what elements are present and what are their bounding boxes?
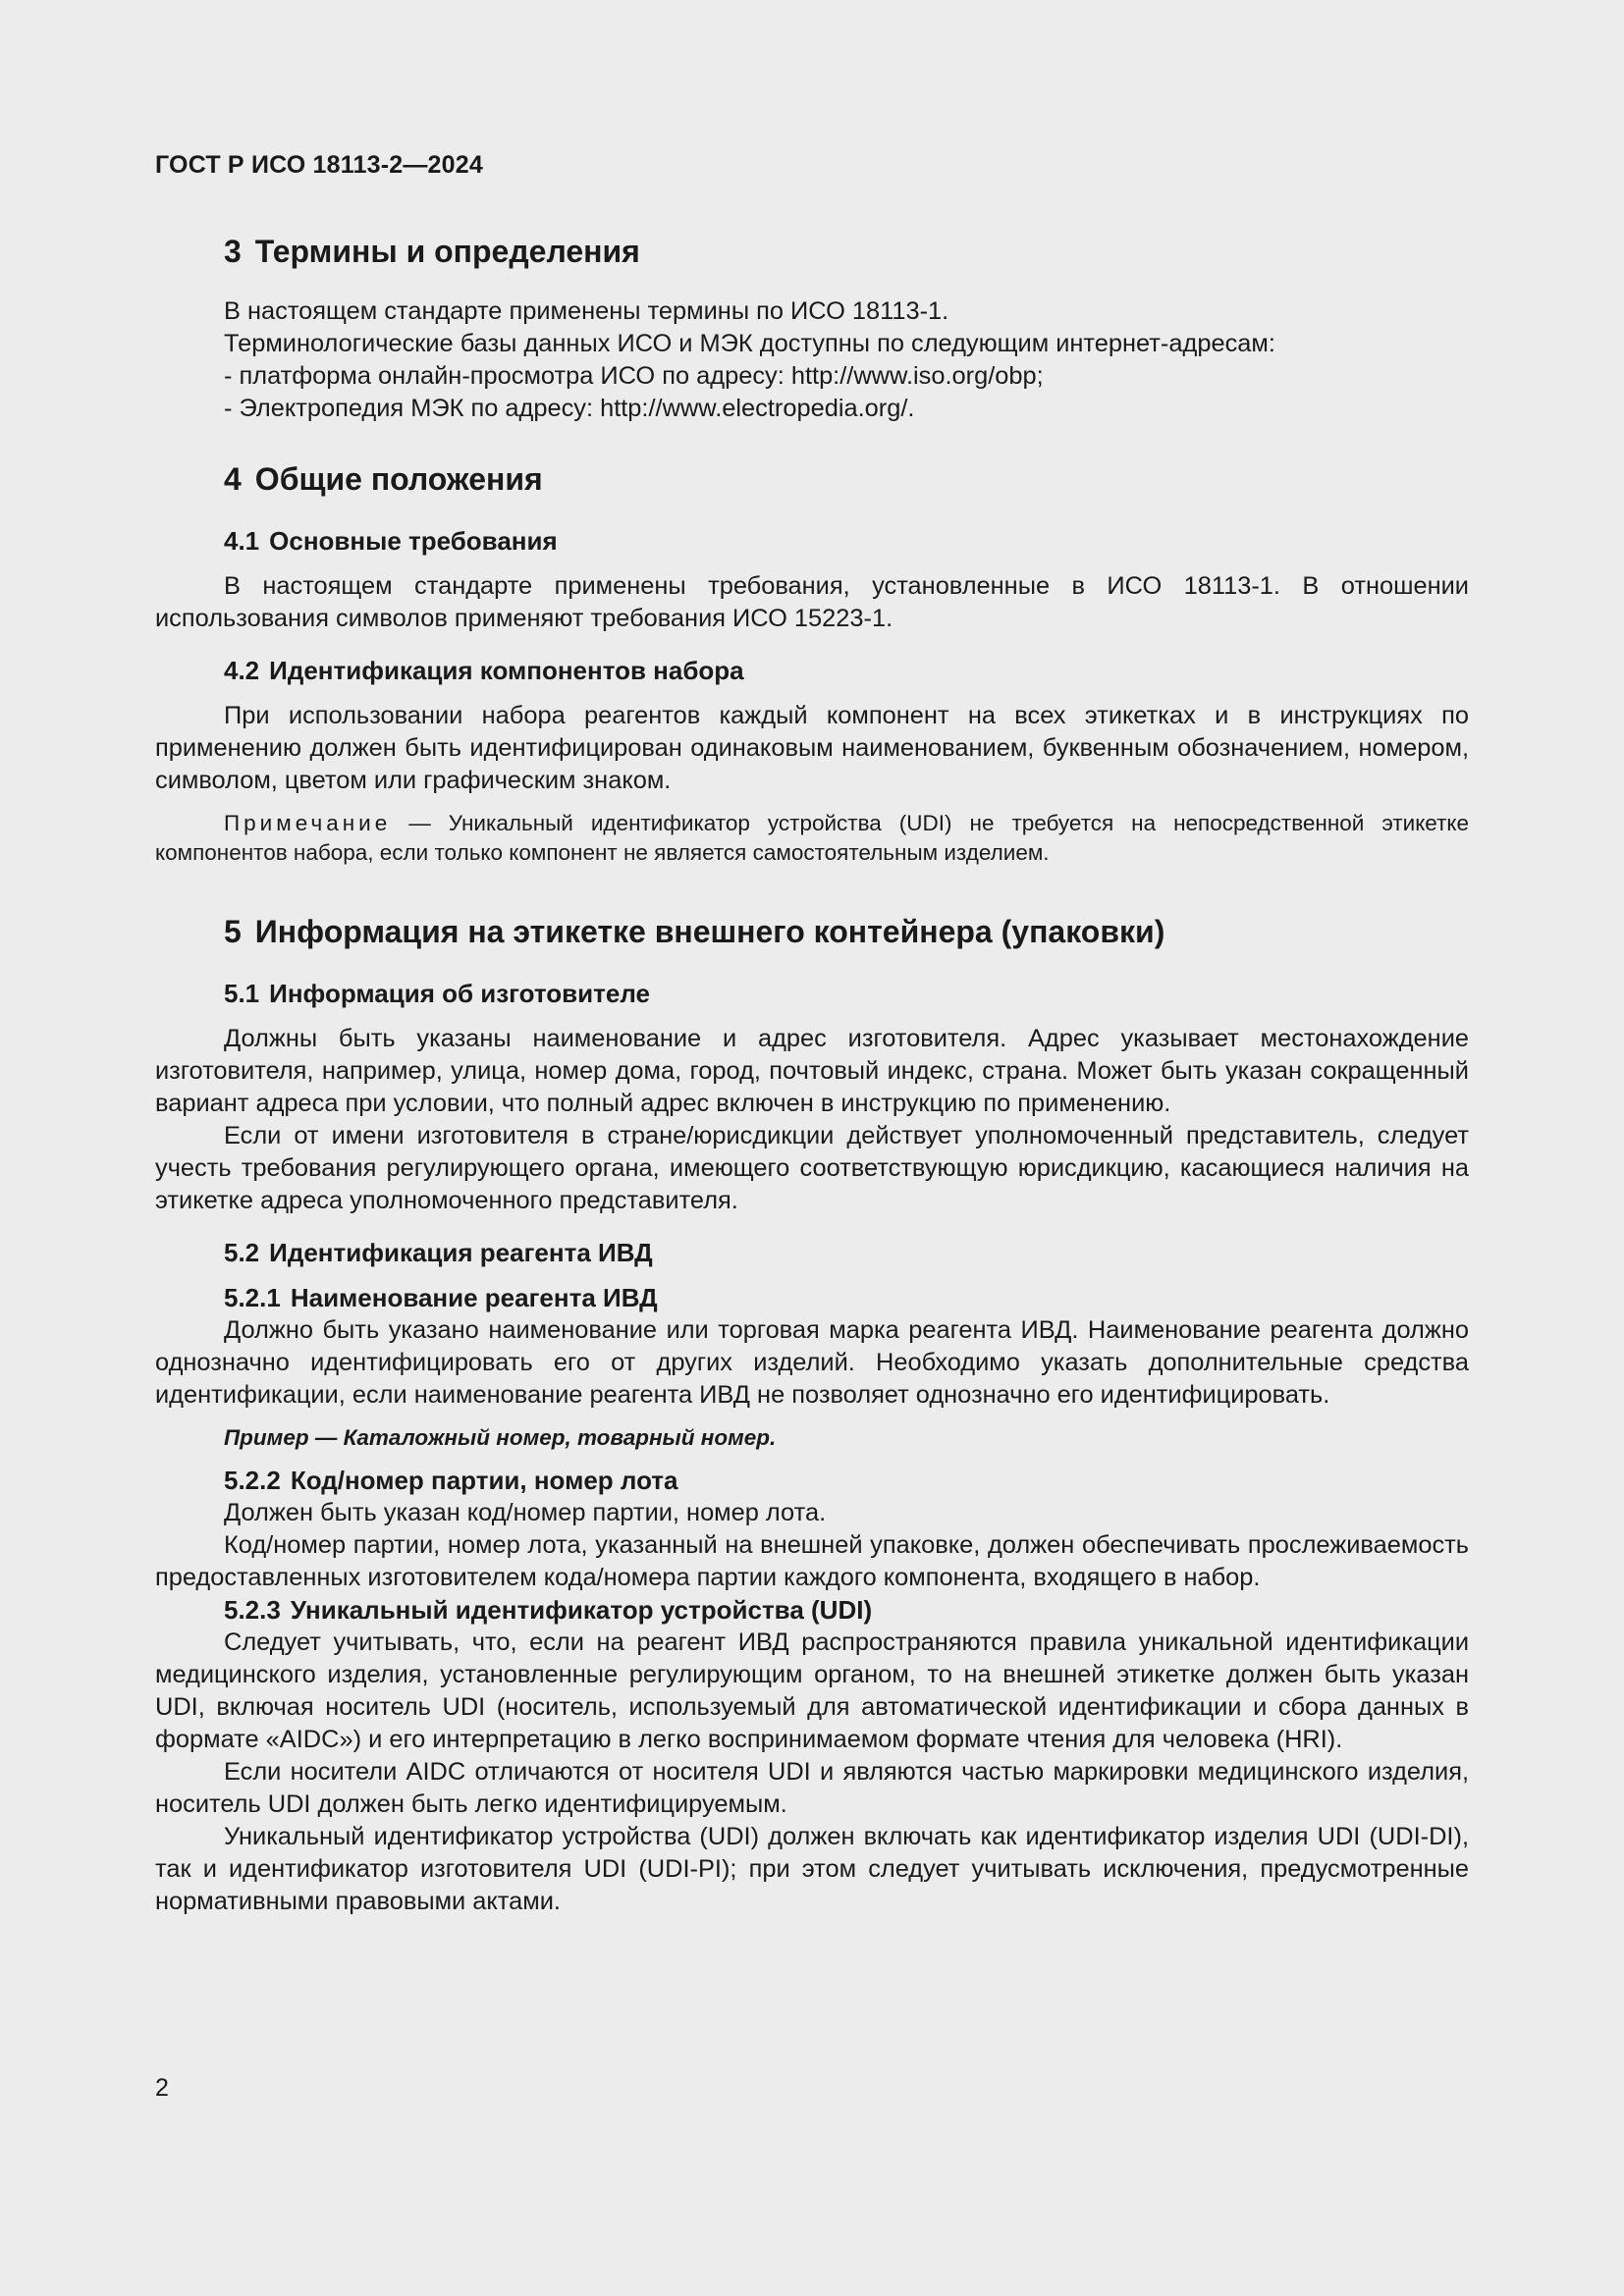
subsection-number: 5.2 — [224, 1238, 260, 1267]
section-title: Общие положения — [254, 461, 543, 497]
subsection-number: 5.2.1 — [224, 1283, 281, 1312]
document-header: ГОСТ Р ИСО 18113-2—2024 — [155, 151, 483, 179]
paragraph: В настоящем стандарте применены термины по ИСО 18113-1. — [224, 297, 949, 325]
list-item: - Электропедия МЭК по адресу: http://www.electropedia.org/. — [224, 395, 915, 422]
subsection-title: Код/номер партии, номер лота — [290, 1466, 678, 1495]
paragraph: Должен быть указан код/номер партии, номер лота. — [224, 1499, 827, 1526]
note-label: Примечание — [224, 811, 392, 835]
paragraph: Должно быть указано наименование или торговая марка реагента ИВД. Наименование реагента должно однозначно идентифицировать его от других изделий. Необходимо указать дополнительные средства идентификации, если наименование реагента ИВД не позволяет однозначно его идентифицировать. — [155, 1316, 1469, 1409]
note — [155, 809, 1469, 868]
page-number: 2 — [155, 2074, 169, 2102]
section-number: 4 — [224, 461, 242, 497]
subsection-5-2-3-heading — [224, 1594, 1469, 1627]
paragraph: В настоящем стандарте применены требования, установленные в ИСО 18113-1. В отношении использования символов применяют требования ИСО 15223-1. — [155, 572, 1469, 632]
subsection-title: Основные требования — [269, 526, 558, 556]
section-3-heading — [224, 231, 1469, 272]
paragraph: При использовании набора реагентов каждый компонент на всех этикетках и в инструкциях по применению должен быть идентифицирован одинаковым наименованием, буквенным обозначением, номером, символом, цветом или графическим знаком. — [155, 702, 1469, 794]
paragraph: Уникальный идентификатор устройства (UDI) должен включать как идентификатор изделия UDI (UDI-DI), так и идентификатор изготовителя UDI (UDI-PI); при этом следует учитывать исключения, предусмотренные нормативными правовыми актами. — [155, 1823, 1469, 1915]
list-item: - платформа онлайн-просмотра ИСО по адресу: http://www.iso.org/obp; — [224, 362, 1044, 390]
document-page — [155, 142, 1469, 1918]
subsection-title: Идентификация реагента ИВД — [269, 1238, 653, 1267]
subsection-number: 5.1 — [224, 979, 260, 1008]
subsection-number: 5.2.2 — [224, 1466, 281, 1495]
paragraph: Если от имени изготовителя в стране/юрисдикции действует уполномоченный представитель, следует учесть требования регулирующего органа, имеющего соответствующую юрисдикцию, касающиеся наличия на этикетке адреса уполномоченного представителя. — [155, 1122, 1469, 1214]
subsection-5-1-heading — [224, 976, 1469, 1011]
subsection-4-2-heading — [224, 653, 1469, 688]
section-5-heading — [224, 911, 1469, 952]
example: Пример — Каталожный номер, товарный номер. — [224, 1425, 777, 1450]
subsection-number: 5.2.3 — [224, 1595, 281, 1625]
subsection-4-1-heading — [224, 523, 1469, 559]
section-title: Термины и определения — [254, 234, 640, 269]
subsection-number: 4.2 — [224, 656, 260, 685]
section-4-heading — [224, 458, 1469, 500]
paragraph: Должны быть указаны наименование и адрес изготовителя. Адрес указывает местонахождение изготовителя, например, улица, номер дома, город, почтовый индекс, страна. Может быть указан сокращенный вариант адреса при условии, что полный адрес включен в инструкцию по применению. — [155, 1025, 1469, 1117]
note-text: — Уникальный идентификатор устройства (UDI) не требуется на непосредственной этикетке компонентов набора, если только компонент не является самостоятельным изделием. — [155, 811, 1469, 865]
section-title: Информация на этикетке внешнего контейнера (упаковки) — [254, 914, 1165, 949]
subsection-number: 4.1 — [224, 526, 260, 556]
paragraph: Терминологические базы данных ИСО и МЭК доступны по следующим интернет-адресам: — [224, 330, 1275, 357]
subsection-5-2-1-heading — [224, 1282, 1469, 1314]
subsection-5-2-2-heading — [224, 1465, 1469, 1497]
paragraph: Код/номер партии, номер лота, указанный на внешней упаковке, должен обеспечивать прослеживаемость предоставленных изготовителем кода/номера партии каждого компонента, входящего в набор. — [155, 1531, 1469, 1591]
subsection-title: Наименование реагента ИВД — [290, 1283, 658, 1312]
subsection-5-2-heading — [224, 1235, 1469, 1270]
paragraph: Следует учитывать, что, если на реагент ИВД распространяются правила уникальной идентификации медицинского изделия, установленные регулирующим органом, то на внешней этикетке должен быть указан UDI, включая носитель UDI (носитель, используемый для автоматической идентификации и сбора данных в формате «AIDC») и его интерпретацию в легко воспринимаемом формате чтения для человека (HRI). — [155, 1629, 1469, 1753]
subsection-title: Уникальный идентификатор устройства (UDI) — [290, 1595, 873, 1625]
paragraph: Если носители AIDC отличаются от носителя UDI и являются частью маркировки медицинского изделия, носитель UDI должен быть легко идентифицируемым. — [155, 1758, 1469, 1818]
section-number: 3 — [224, 234, 242, 269]
subsection-title: Информация об изготовителе — [269, 979, 650, 1008]
subsection-title: Идентификация компонентов набора — [269, 656, 744, 685]
section-number: 5 — [224, 914, 242, 949]
